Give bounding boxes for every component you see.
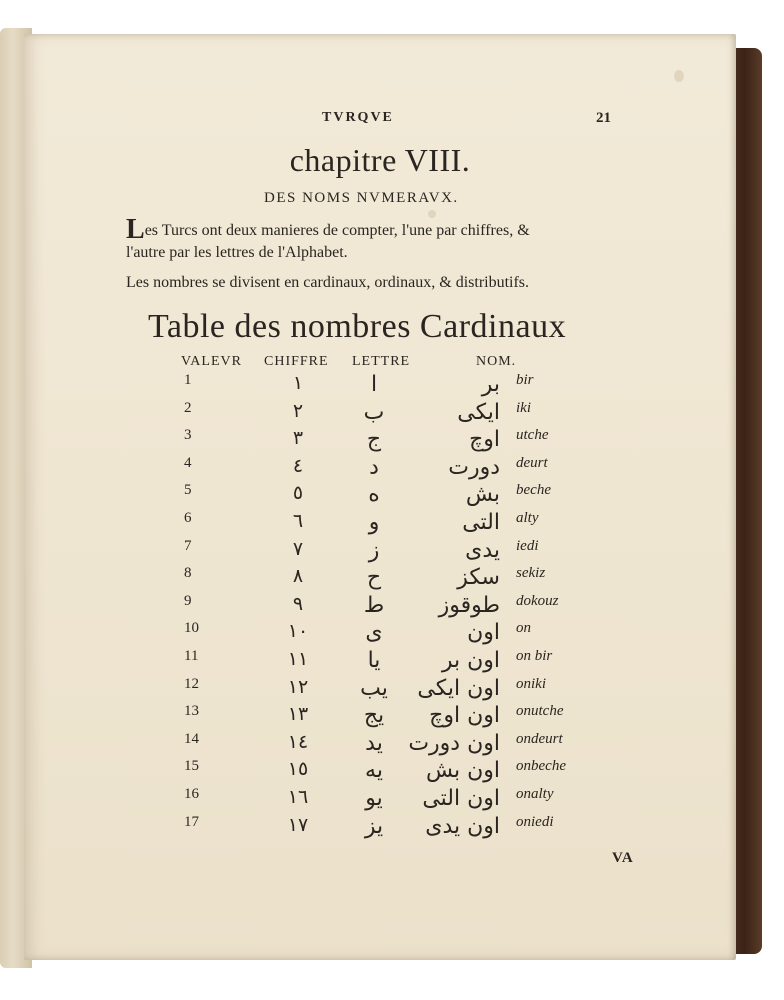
letter-cell: ط: [363, 592, 385, 618]
page-number: 21: [596, 110, 611, 126]
letter-cell: ب: [363, 399, 385, 425]
arabic-name-cell: یدی: [465, 537, 500, 563]
running-head: TVRQVE: [322, 110, 394, 125]
arabic-name-cell: ایکی: [457, 399, 500, 425]
letter-cell: ج: [366, 427, 382, 453]
numeral-cell: ٣: [292, 427, 304, 450]
arabic-name-cell: سکز: [457, 565, 500, 591]
arabic-name-cell: بش: [465, 482, 500, 508]
letter-cell: یج: [363, 703, 385, 729]
name-cell: onutche: [516, 703, 564, 720]
letter-cell: ح: [366, 565, 382, 591]
chapter-title: chapitre VIII.: [289, 142, 471, 178]
name-cell: alty: [516, 510, 539, 526]
letter-cell: یو: [365, 786, 383, 811]
name-cell: on: [516, 620, 531, 637]
letter-cell: یز: [364, 813, 384, 839]
name-cell: oniki: [516, 675, 546, 692]
column-header-nom: NOM.: [476, 354, 517, 369]
table-row: [24, 427, 736, 455]
value-cell: 14: [184, 730, 199, 747]
name-cell: deurt: [516, 454, 548, 471]
paragraph-3: Les nombres se divisent en cardinaux, ordinaux, & distributifs.: [126, 274, 530, 291]
name-cell: oniedi: [516, 813, 554, 830]
letter-cell: ا: [370, 372, 378, 397]
table-row: [24, 538, 736, 566]
arabic-name-cell: طوقوز: [438, 592, 500, 618]
numeral-cell: ٨: [292, 565, 304, 588]
table-row: [24, 565, 736, 593]
letter-cell: ه: [368, 482, 380, 508]
numeral-cell: ١٢: [287, 675, 309, 698]
letter-cell: ی: [365, 620, 383, 646]
value-cell: 11: [184, 648, 199, 664]
name-cell: utche: [516, 427, 549, 444]
book-page: [24, 34, 736, 960]
table-row: [24, 372, 736, 400]
letter-cell: یه: [365, 758, 383, 784]
numeral-cell: ١١: [287, 648, 309, 670]
letter-cell: د: [369, 454, 379, 480]
table-row: [24, 620, 736, 648]
arabic-name-cell: اون دورت: [408, 730, 500, 756]
arabic-name-cell: التی: [462, 510, 500, 535]
value-cell: 5: [184, 482, 192, 499]
column-header-chiffre: CHIFFRE: [264, 354, 329, 369]
arabic-name-cell: اون التی: [422, 786, 500, 811]
table-row: [24, 758, 736, 786]
value-cell: 13: [184, 703, 199, 720]
table-row: [24, 676, 736, 704]
value-cell: 6: [184, 510, 192, 526]
arabic-name-cell: اون یدی: [425, 813, 500, 839]
numeral-cell: ١٤: [287, 730, 309, 753]
name-cell: on bir: [516, 648, 553, 664]
name-cell: bir: [516, 372, 534, 388]
value-cell: 12: [184, 675, 199, 692]
table-row: [24, 400, 736, 428]
value-cell: 17: [184, 813, 199, 830]
numeral-cell: ١: [292, 372, 304, 394]
numeral-cell: ٤: [292, 454, 304, 477]
name-cell: ondeurt: [516, 730, 563, 747]
numeral-cell: ٩: [292, 592, 304, 615]
table-row: [24, 731, 736, 759]
numeral-cell: ١٠: [287, 620, 309, 643]
arabic-name-cell: اون اوچ: [429, 703, 500, 729]
letter-cell: ز: [368, 537, 380, 563]
table-row: [24, 482, 736, 510]
value-cell: 10: [184, 620, 199, 637]
arabic-name-cell: اون بش: [425, 758, 500, 784]
numeral-cell: ١٧: [287, 813, 309, 836]
table-row: [24, 510, 736, 538]
page-stain: [674, 70, 684, 82]
name-cell: iedi: [516, 537, 539, 554]
letter-cell: ید: [365, 730, 383, 756]
letter-cell: یا: [367, 648, 381, 673]
arabic-name-cell: اون ایکی: [417, 675, 500, 701]
table-row: [24, 703, 736, 731]
numeral-cell: ١٣: [287, 703, 309, 726]
section-title: DES NOMS NVMERAVX.: [264, 190, 459, 206]
name-cell: onalty: [516, 786, 554, 802]
value-cell: 8: [184, 565, 192, 582]
name-cell: dokouz: [516, 592, 559, 609]
value-cell: 9: [184, 592, 192, 609]
value-cell: 7: [184, 537, 192, 554]
letter-cell: و: [368, 510, 380, 535]
numeral-cell: ٥: [292, 482, 304, 505]
table-row: [24, 814, 736, 842]
value-cell: 1: [184, 372, 192, 388]
arabic-name-cell: اون بر: [441, 648, 500, 673]
name-cell: beche: [516, 482, 551, 499]
value-cell: 15: [184, 758, 199, 775]
letter-cell: یب: [360, 675, 388, 701]
numeral-cell: ٢: [292, 399, 304, 422]
paragraph-1: [126, 214, 530, 246]
table-row: [24, 593, 736, 621]
catchword: VA: [612, 850, 634, 866]
table-row: [24, 786, 736, 814]
value-cell: 3: [184, 427, 192, 444]
arabic-name-cell: دورت: [448, 454, 500, 480]
arabic-name-cell: بر: [481, 372, 500, 397]
name-cell: onbeche: [516, 758, 566, 775]
arabic-name-cell: اوچ: [469, 427, 500, 453]
paragraph-2: l'autre par les lettres de l'Alphabet.: [126, 244, 348, 261]
drop-cap: L: [126, 214, 145, 245]
paragraph-1-text: es Turcs ont deux manieres de compter, l'une par chiffres, &: [144, 222, 530, 239]
numeral-cell: ٦: [292, 510, 304, 532]
numeral-cell: ٧: [292, 537, 304, 560]
arabic-name-cell: اون: [467, 620, 500, 646]
name-cell: iki: [516, 399, 531, 416]
name-cell: sekiz: [516, 565, 546, 582]
numeral-cell: ١٥: [287, 758, 309, 781]
value-cell: 2: [184, 399, 192, 416]
value-cell: 4: [184, 454, 192, 471]
value-cell: 16: [184, 786, 199, 802]
numeral-cell: ١٦: [287, 786, 309, 808]
table-row: [24, 455, 736, 483]
column-header-lettre: LETTRE: [352, 354, 411, 369]
table-title: Table des nombres Cardinaux: [148, 308, 567, 345]
table-row: [24, 648, 736, 676]
column-header-valeur: VALEVR: [181, 354, 242, 369]
